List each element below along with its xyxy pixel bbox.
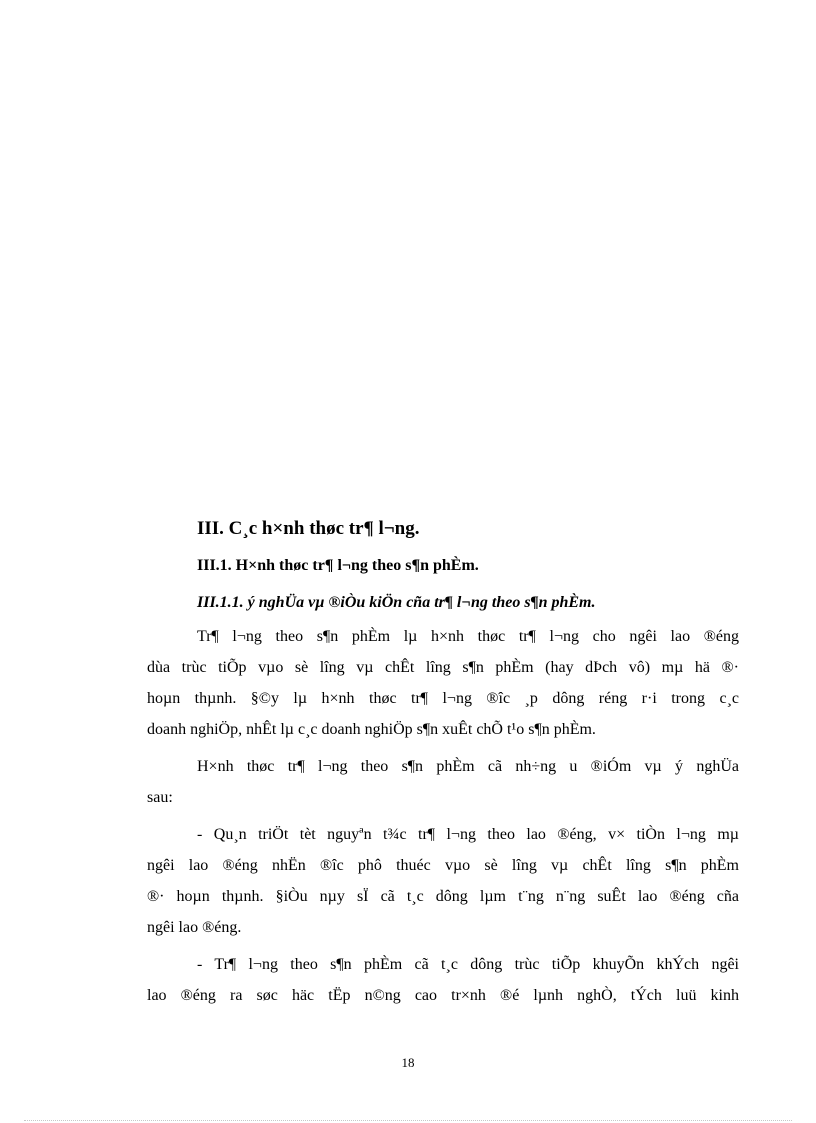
page-bottom-divider <box>24 1120 792 1121</box>
paragraph-4 <box>147 949 739 1011</box>
paragraph-line: ®· hoµn thµnh. §iÒu nµy sÏ cã t¸c dông lµm t¨ng n¨ng suÊt lao ®éng cña <box>147 888 739 905</box>
paragraph-line: doanh nghiÖp, nhÊt lµ c¸c doanh nghiÖp s¶n xuÊt chÕ t¹o s¶n phÈm. <box>147 721 596 738</box>
section-heading: III. C¸c h×nh thøc tr¶ l¬ng. <box>197 518 420 539</box>
paragraph-line: ngêi lao ®éng nhËn ®îc phô thuéc vµo sè lîng vµ chÊt lîng s¶n phÈm <box>147 857 739 874</box>
paragraph-line: ngêi lao ®éng. <box>147 919 242 936</box>
paragraph-line: H×nh thøc tr¶ l¬ng theo s¶n phÈm cã nh÷ng u ®iÓm vµ ý nghÜa <box>197 758 739 775</box>
sub-subsection-heading: III.1.1. ý nghÜa vµ ®iÒu kiÖn cña tr¶ l¬ng theo s¶n phÈm. <box>197 594 596 611</box>
paragraph-line: lao ®éng ra søc häc tËp n©ng cao tr×nh ®é lµnh nghÒ, tÝch luü kinh <box>147 987 739 1004</box>
page-number: 18 <box>401 1055 415 1070</box>
paragraph-line: dùa trùc tiÕp vµo sè lîng vµ chÊt lîng s¶n phÈm (hay dÞch vô) mµ hä ®· <box>147 659 739 676</box>
paragraph-3 <box>147 819 739 943</box>
paragraph-line: Tr¶ l¬ng theo s¶n phÈm lµ h×nh thøc tr¶ l¬ng cho ngêi lao ®éng <box>197 628 739 645</box>
paragraph-line: - Tr¶ l¬ng theo s¶n phÈm cã t¸c dông trùc tiÕp khuyÕn khÝch ngêi <box>197 956 739 973</box>
paragraph-1 <box>147 621 739 745</box>
subsection-heading: III.1. H×nh thøc tr¶ l¬ng theo s¶n phÈm. <box>197 557 479 574</box>
paragraph-line: hoµn thµnh. §©y lµ h×nh thøc tr¶ l¬ng ®îc ¸p dông réng r·i trong c¸c <box>147 690 739 707</box>
paragraph-line: sau: <box>147 789 173 806</box>
page-content <box>147 511 739 1011</box>
paragraph-2 <box>147 751 739 813</box>
paragraph-line: - Qu¸n triÖt tèt nguyªn t¾c tr¶ l¬ng theo lao ®éng, v× tiÒn l¬ng mµ <box>197 826 739 843</box>
